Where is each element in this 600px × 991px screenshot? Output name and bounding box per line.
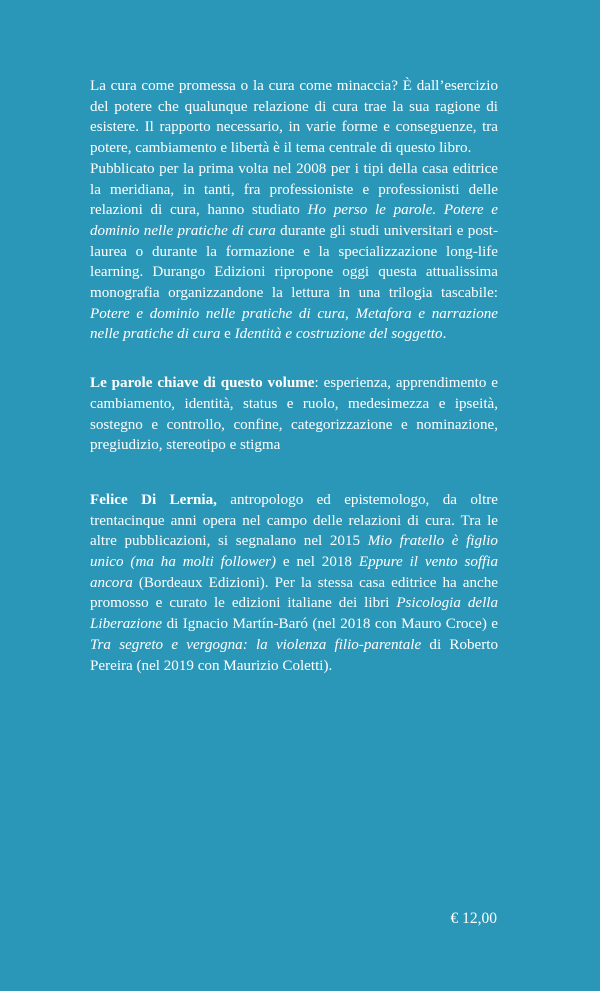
price-label: € 12,00 [450,910,497,927]
book-title: Ho perso le parole. Potere e dominio nelle pratiche di cura [90,202,498,239]
book-title: Mio fratello è figlio unico (ma ha molti follower) [90,533,498,571]
keywords-list: : esperienza, apprendimento e cambiamento, identità, status e ruolo, medesimezza e ipseità, sostegno e controllo, confine, categorizzazione e nominazione, pregiudizio, stereotipo e stigma [90,375,498,454]
author-text: e nel 2018 [276,554,359,571]
author-text: (Bordeaux Edizioni). Per la stessa casa editrice ha anche promosso e curato le edizioni italiane dei libri [90,574,498,612]
intro-paragraph: La cura come promessa o la cura come minaccia? È dall’esercizio del potere che qualunque relazione di cura trae la sua ragione di esistere. Il rapporto necessario, in varie forme e conseguenze, tra potere, cambiamento e libertà è il tema centrale di questo libro. [90,78,498,157]
author-text: di Ignacio Martín-Baró (nel 2018 con Mauro Croce) e [162,616,498,633]
book-title: Tra segreto e vergogna: la violenza filio-parentale [90,636,422,653]
publication-paragraph [90,159,498,345]
volume-title: Metafora e narrazione nelle pratiche di cura [90,305,499,343]
volume-title: Identità e costruzione del soggetto [234,326,443,343]
author-text: di Roberto Pereira (nel 2019 con Maurizio Coletti). [90,636,499,674]
keywords-label: Le parole chiave di questo volume [90,375,315,392]
book-title: Psicologia della Liberazione [90,595,499,633]
publication-text: durante gli studi universitari e post-laurea o durante la formazione e la specializzazione long-life learning. Durango Edizioni ripropone oggi questa attualissima monografia organizzandone la lettura in una trilogia tascabile: [90,222,498,302]
publication-text: e [220,326,235,343]
publication-text: Pubblicato per la prima volta nel 2008 per i tipi della casa editrice la meridiana, in tanti, fra professioniste e professionisti delle relazioni di cura, hanno studiato [90,160,498,219]
volume-title: Potere e dominio nelle pratiche di cura [90,305,346,322]
author-name: Felice Di Lernia, [90,491,217,508]
author-bio [90,490,498,676]
keywords-paragraph [90,373,498,456]
publication-text: , [345,305,356,322]
author-text: antropologo ed epistemologo, da oltre trentacinque anni opera nel campo delle relazioni di cura. Tra le altre pubblicazioni, si segnalano nel 2015 [90,491,498,550]
back-cover-text [90,76,498,676]
book-title: Eppure il vento soffia ancora [90,554,498,591]
publication-text: . [442,326,447,343]
